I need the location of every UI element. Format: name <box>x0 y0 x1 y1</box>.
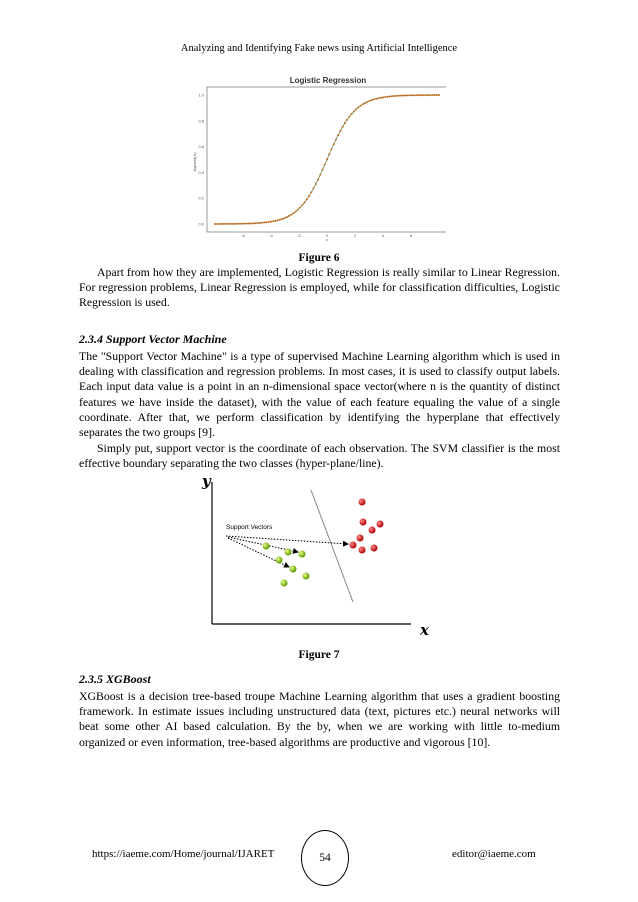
red-point <box>359 499 366 506</box>
y-tick-label: 0.6 <box>198 144 204 150</box>
data-point <box>353 110 355 112</box>
data-point <box>308 195 310 197</box>
data-point <box>310 191 312 193</box>
x-tick-label: -4 <box>269 233 273 238</box>
data-point <box>317 178 319 180</box>
data-point <box>342 126 344 128</box>
green-point <box>276 557 283 564</box>
data-point <box>250 222 252 224</box>
data-point <box>357 106 359 108</box>
chart-title: Logistic Regression <box>289 76 367 85</box>
figure-7 <box>196 472 446 642</box>
data-point <box>259 222 261 224</box>
green-point <box>285 549 292 556</box>
data-point <box>277 219 279 221</box>
data-point <box>380 97 382 99</box>
green-point <box>303 573 310 580</box>
x-tick-label: 2 <box>353 233 357 238</box>
data-point <box>348 116 350 118</box>
data-point <box>283 217 285 219</box>
data-point <box>382 96 384 98</box>
data-point <box>355 108 357 110</box>
x-tick-label: 0 <box>325 233 329 238</box>
data-point <box>241 223 243 225</box>
green-point <box>263 543 270 550</box>
data-point <box>425 94 427 96</box>
data-point <box>375 98 377 100</box>
data-point <box>239 223 241 225</box>
page-number: 54 <box>301 830 349 886</box>
data-point <box>315 183 317 185</box>
data-point <box>369 100 371 102</box>
x-axis-label: x <box>326 237 328 242</box>
data-point <box>371 99 373 101</box>
data-point <box>292 212 294 214</box>
data-point <box>384 96 386 98</box>
data-point <box>254 222 256 224</box>
data-point <box>418 94 420 96</box>
data-point <box>431 94 433 96</box>
data-point <box>252 222 254 224</box>
figure-6-caption: Figure 6 <box>298 252 340 264</box>
data-point <box>389 95 391 97</box>
red-point <box>350 542 357 549</box>
data-point <box>243 223 245 225</box>
data-point <box>272 220 274 222</box>
data-point <box>270 221 272 223</box>
data-point <box>306 198 308 200</box>
data-point <box>411 94 413 96</box>
data-point <box>326 159 328 161</box>
data-point <box>404 94 406 96</box>
data-point <box>304 201 306 203</box>
green-point <box>281 580 288 587</box>
data-point <box>230 223 232 225</box>
data-point <box>324 164 326 166</box>
data-point <box>333 143 335 145</box>
x-tick-label: -6 <box>241 233 245 238</box>
data-point <box>364 102 366 104</box>
data-point <box>279 219 281 221</box>
data-point <box>337 134 339 136</box>
data-point <box>351 113 353 115</box>
data-point <box>413 94 415 96</box>
data-point <box>236 223 238 225</box>
x-tick-label: -2 <box>297 233 301 238</box>
data-point <box>299 207 301 209</box>
data-point <box>438 94 440 96</box>
running-header: Analyzing and Identifying Fake news using Artificial Intelligence <box>180 43 458 54</box>
data-point <box>266 221 268 223</box>
data-point <box>362 103 364 105</box>
data-point <box>232 223 234 225</box>
x-tick-label: 4 <box>381 233 385 238</box>
data-point <box>436 94 438 96</box>
data-point <box>416 94 418 96</box>
data-point <box>393 95 395 97</box>
red-point <box>369 527 376 534</box>
data-point <box>268 221 270 223</box>
y-tick-label: 0.0 <box>198 221 204 227</box>
data-point <box>216 223 218 225</box>
data-point <box>429 94 431 96</box>
paragraph-xgboost: XGBoost is a decision tree-based troupe Machine Learning algorithm that uses a gradient boosting framework. In estimate issues including unstructured data (text, pictures etc.) neural networks will beat some other AI based calculation. By the by, when we are working with little to-medium organized or even information, tree-based algorithms are productive and vigorous [10]. <box>79 689 560 749</box>
data-point <box>301 204 303 206</box>
data-point <box>297 209 299 211</box>
paragraph-svm-2: Simply put, support vector is the coordinate of each observation. The SVM classifier is the most effective boundary separating the two classes (hyper-plane/line). <box>79 441 560 471</box>
data-point <box>319 174 321 176</box>
red-point <box>360 519 367 526</box>
data-point <box>427 94 429 96</box>
data-point <box>290 214 292 216</box>
y-tick-label: 0.2 <box>198 195 204 201</box>
data-point <box>295 211 297 213</box>
data-point <box>248 223 250 225</box>
data-point <box>288 215 290 217</box>
data-point <box>339 130 341 132</box>
data-point <box>420 94 422 96</box>
y-tick-label: 1.0 <box>198 92 204 98</box>
data-point <box>407 94 409 96</box>
section-heading-xgboost: 2.3.5 XGBoost <box>79 672 151 686</box>
y-tick-label: 0.4 <box>198 169 204 175</box>
y-tick-label: 0.8 <box>198 118 204 124</box>
data-point <box>398 95 400 97</box>
logistic-regression-chart <box>190 72 446 244</box>
data-point <box>322 169 324 171</box>
data-point <box>221 223 223 225</box>
data-point <box>402 95 404 97</box>
data-point <box>434 94 436 96</box>
data-point <box>261 222 263 224</box>
data-point <box>400 95 402 97</box>
red-point <box>357 535 364 542</box>
data-point <box>245 223 247 225</box>
data-point <box>263 222 265 224</box>
data-point <box>227 223 229 225</box>
data-point <box>225 223 227 225</box>
y-axis-label: sigmoid(X) <box>192 152 197 172</box>
data-point <box>422 94 424 96</box>
data-point <box>409 94 411 96</box>
x-tick-label: 6 <box>409 233 413 238</box>
data-point <box>223 223 225 225</box>
data-point <box>391 95 393 97</box>
hyperplane <box>311 490 353 602</box>
red-point <box>371 545 378 552</box>
x-axis-letter: x <box>420 621 429 639</box>
data-point <box>281 218 283 220</box>
data-point <box>344 122 346 124</box>
data-point <box>286 216 288 218</box>
data-point <box>234 223 236 225</box>
data-point <box>366 101 368 103</box>
footer-url[interactable]: https://iaeme.com/Home/journal/IJARET <box>92 848 275 860</box>
data-point <box>360 105 362 107</box>
red-point <box>359 547 366 554</box>
data-point <box>330 148 332 150</box>
data-point <box>274 220 276 222</box>
data-point <box>373 98 375 100</box>
data-point <box>335 139 337 141</box>
data-point <box>257 222 259 224</box>
green-point <box>299 551 306 558</box>
data-point <box>313 187 315 189</box>
y-axis-letter: y <box>202 472 211 490</box>
figure-6 <box>190 72 446 244</box>
footer-email[interactable]: editor@iaeme.com <box>452 848 536 860</box>
svm-diagram <box>196 472 446 642</box>
paragraph-svm: The "Support Vector Machine" is a type of supervised Machine Learning algorithm which is used in dealing with classification and regression problems. In most cases, it is used to classify output labels. Each input data value is a point in an n-dimensional space vector(where n is the quantity of distinct features we have inside the dataset), with the value of each feature equaling the value of a single coordinate. After that, we perform classification by identifying the hyperplane that effectively separates the two groups [9]. <box>79 349 560 440</box>
red-point <box>377 521 384 528</box>
data-point <box>386 96 388 98</box>
section-heading-svm: 2.3.4 Support Vector Machine <box>79 332 227 346</box>
data-point <box>218 223 220 225</box>
support-vectors-label: Support Vectors <box>226 524 273 531</box>
figure-7-caption: Figure 7 <box>298 649 340 661</box>
data-point <box>328 153 330 155</box>
paragraph-logistic: Apart from how they are implemented, Logistic Regression is really similar to Linear Regression. For regression problems, Linear Regression is employed, while for classification difficulties, Logistic Regression is used. <box>79 265 560 310</box>
data-point <box>346 119 348 121</box>
data-point <box>378 97 380 99</box>
data-point <box>395 95 397 97</box>
green-point <box>290 566 297 573</box>
data-point <box>214 223 216 225</box>
